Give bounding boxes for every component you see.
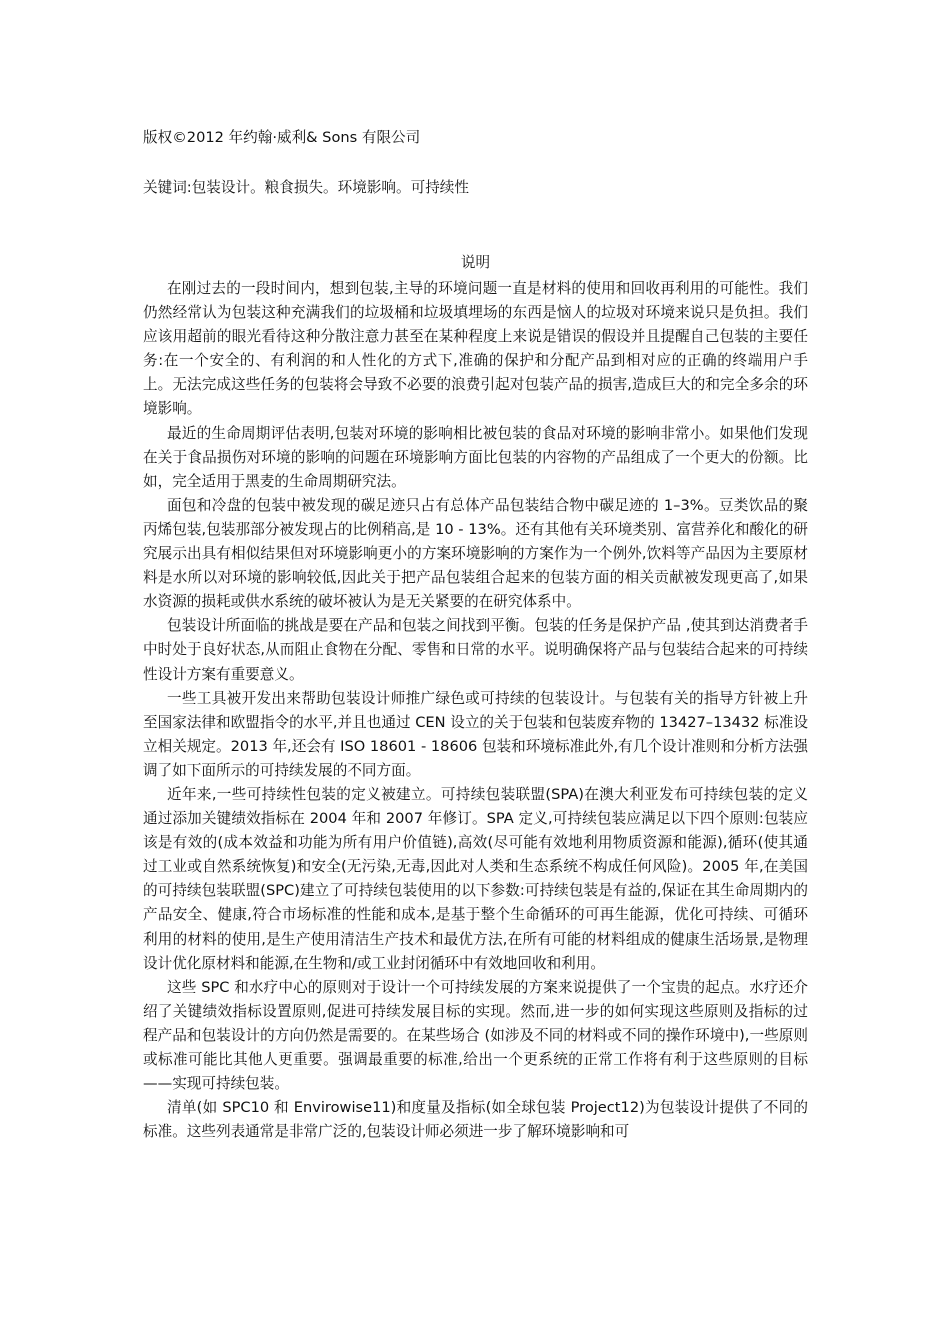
document-body	[143, 277, 808, 1144]
paragraph: 包装设计所面临的挑战是要在产品和包装之间找到平衡。包装的任务是保护产品 ,使其到达消费者手中时处于良好状态,从而阻止食物在分配、零售和日常的水平。说明确保将产品与包装结合起来的可持续性设计方案有重要意义。	[143, 617, 808, 683]
paragraph: 一些工具被开发出来帮助包装设计师推广绿色或可持续的包装设计。与包装有关的指导方针被上升至国家法律和欧盟指令的水平,并且也通过 CEN 设立的关于包装和包装废弃物的 13427–13432 标准设立相关规定。2013 年,还会有 ISO 18601 - 18606 包装和环境标准此外,有几个设计准则和分析方法强调了如下面所示的可持续发展的不同方面。	[143, 689, 808, 779]
section-heading: 说明	[460, 254, 491, 271]
paragraph: 在刚过去的一段时间内，想到包装,主导的环境问题一直是材料的使用和回收再利用的可能性。我们仍然经常认为包装这种充满我们的垃圾桶和垃圾填埋场的东西是恼人的垃圾对环境来说只是负担。我们应该用超前的眼光看待这种分散注意力甚至在某种程度上来说是错误的假设并且提醒自己包装的主要任务:在一个安全的、有利润的和人性化的方式下,准确的保护和分配产品到相对应的正确的终端用户手上。无法完成这些任务的包装将会导致不必要的浪费引起对包装产品的损害,造成巨大的和完全多余的环境影响。	[143, 280, 808, 418]
paragraph: 最近的生命周期评估表明,包装对环境的影响相比被包装的食品对环境的影响非常小。如果他们发现在关于食品损伤对环境的影响的问题在环境影响方面比包装的内容物的产品组成了一个更大的份额。比如，完全适用于黑麦的生命周期研究法。	[143, 424, 808, 490]
paragraph: 这些 SPC 和水疗中心的原则对于设计一个可持续发展的方案来说提供了一个宝贵的起点。水疗还介绍了关键绩效指标设置原则,促进可持续发展目标的实现。然而,进一步的如何实现这些原则及指标的过程产品和包装设计的方向仍然是需要的。在某些场合 (如涉及不同的材料或不同的操作环境中),一些原则或标准可能比其他人更重要。强调最重要的标准,给出一个更系统的正常工作将有利于这些原则的目标——实现可持续包装。	[143, 978, 808, 1093]
paragraph: 面包和冷盘的包装中被发现的碳足迹只占有总体产品包装结合物中碳足迹的 1–3%。豆类饮品的聚丙烯包装,包装那部分被发现占的比例稍高,是 10 - 13%。还有其他有关环境类别、富营养化和酸化的研究展示出具有相似结果但对环境影响更小的方案环境影响的方案作为一个例外,饮料等产品因为主要原材料是水所以对环境的影响较低,因此关于把产品包装组合起来的包装方面的相关贡献被发现更高了,如果水资源的损耗或供水系统的破坏被认为是无关紧要的在研究体系中。	[143, 496, 808, 611]
paragraph: 近年来,一些可持续性包装的定义被建立。可持续包装联盟(SPA)在澳大利亚发布可持续包装的定义通过添加关键绩效指标在 2004 年和 2007 年修订。SPA 定义,可持续包装应满足以下四个原则:包装应该是有效的(成本效益和功能为所有用户价值链),高效(尽可能有效地利用物质资源和能源),循环(使其通过工业或自然系统恢复)和安全(无污染,无毒,因此对人类和生态系统不构成任何风险)。2005 年,在美国的可持续包装联盟(SPC)建立了可持续包装使用的以下参数:可持续包装是有益的,保证在其生命周期内的产品安全、健康,符合市场标准的性能和成本,是基于整个生命循环的可再生能源，优化可持续、可循环利用的材料的使用,是生产使用清洁生产技术和最优方法,在所有可能的材料组成的健康生活场景,是物理设计优化原材料和能源,在生物和/或工业封闭循环中有效地回收和利用。	[143, 785, 808, 972]
keywords-line: 关键词:包装设计。粮食损失。环境影响。可持续性	[143, 179, 469, 196]
paragraph: 清单(如 SPC10 和 Envirowise11)和度量及指标(如全球包装 Project12)为包装设计提供了不同的标准。这些列表通常是非常广泛的,包装设计师必须进一步了解环境影响和可	[143, 1099, 808, 1141]
document-page	[143, 0, 808, 1344]
copyright-line: 版权©2012 年约翰·威利& Sons 有限公司	[143, 129, 421, 146]
